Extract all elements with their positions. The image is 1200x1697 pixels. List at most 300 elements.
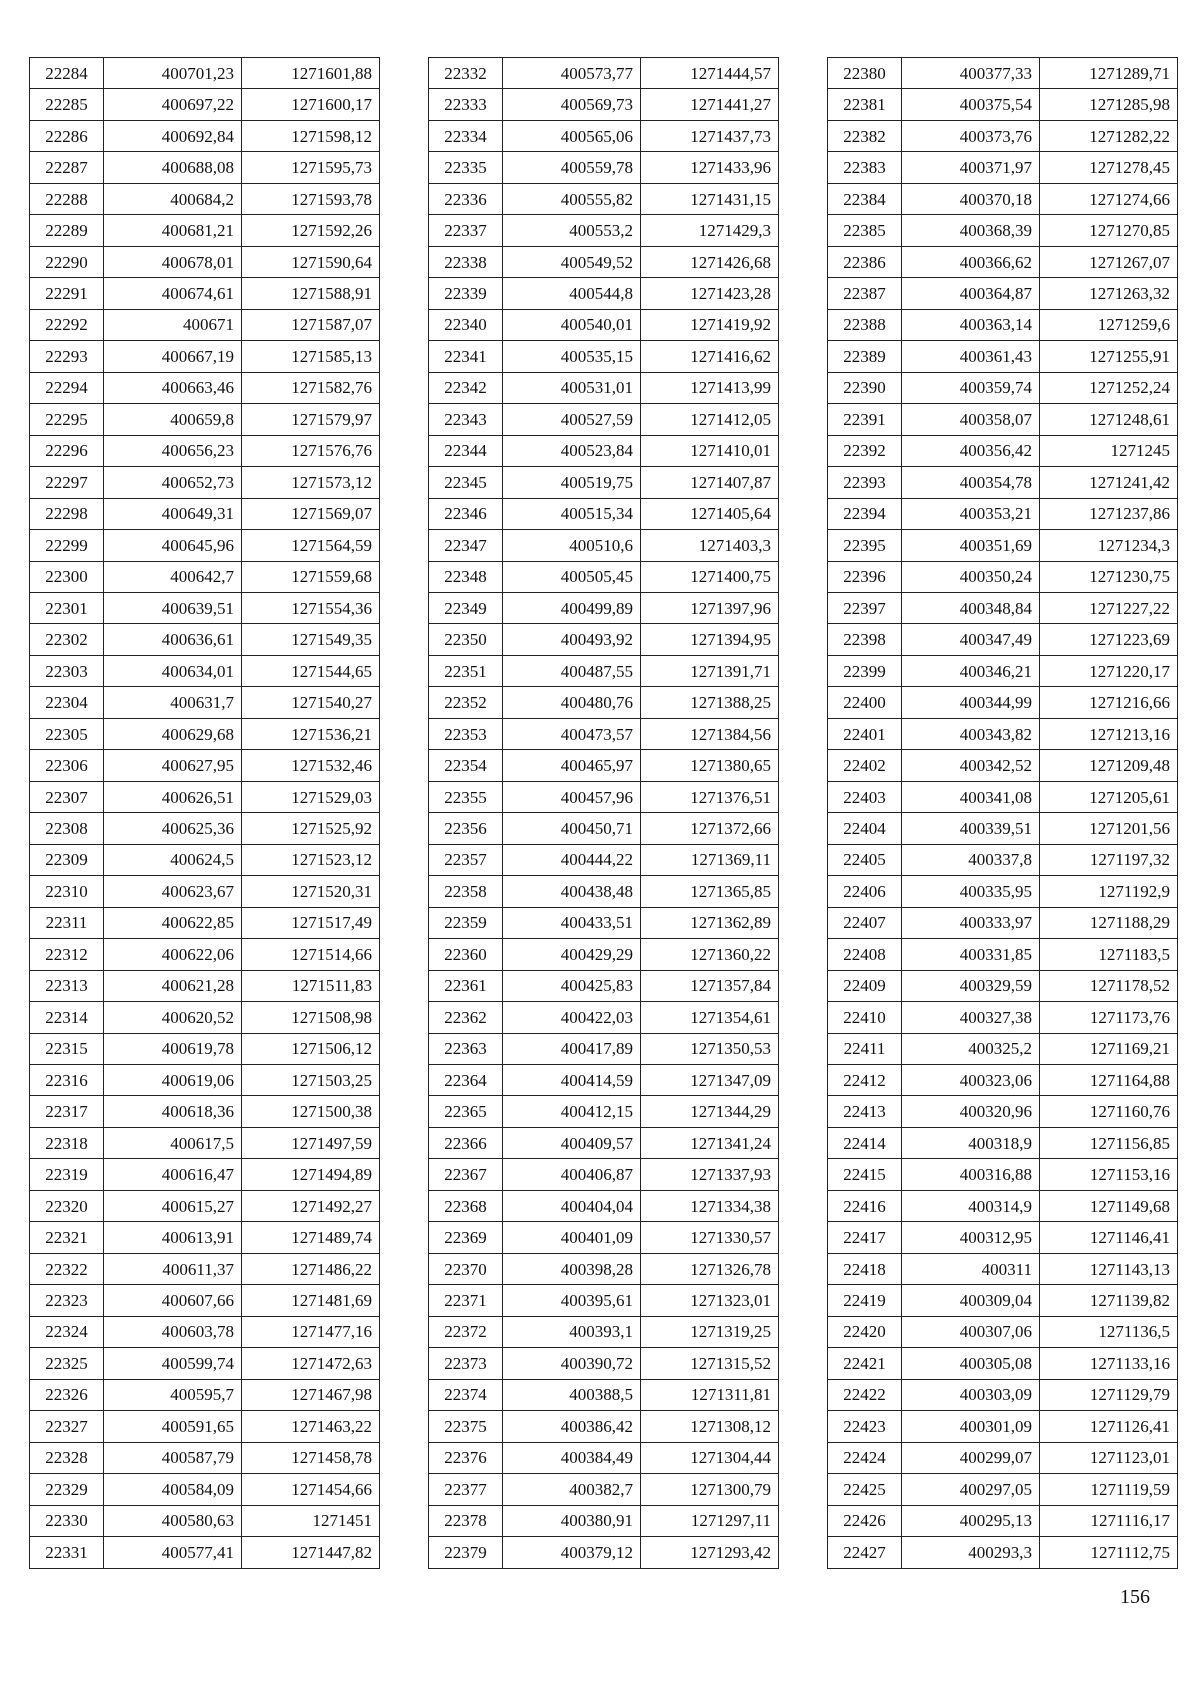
point-number-cell: 22326 (30, 1379, 104, 1410)
point-number-cell: 22349 (429, 592, 503, 623)
point-number-cell: 22427 (828, 1537, 902, 1568)
x-coordinate-cell: 400591,65 (104, 1411, 242, 1442)
x-coordinate-cell: 400450,71 (503, 813, 641, 844)
point-number-cell: 22299 (30, 530, 104, 561)
table-row (828, 1127, 1178, 1158)
y-coordinate-cell: 1271429,3 (641, 215, 779, 246)
point-number-cell: 22384 (828, 183, 902, 214)
point-number-cell: 22380 (828, 58, 902, 89)
point-number-cell: 22406 (828, 876, 902, 907)
y-coordinate-cell: 1271297,11 (641, 1505, 779, 1536)
y-coordinate-cell: 1271403,3 (641, 530, 779, 561)
point-number-cell: 22312 (30, 939, 104, 970)
point-number-cell: 22364 (429, 1065, 503, 1096)
point-number-cell: 22285 (30, 89, 104, 120)
y-coordinate-cell: 1271511,83 (242, 970, 380, 1001)
table-row (30, 309, 380, 340)
point-number-cell: 22343 (429, 404, 503, 435)
y-coordinate-cell: 1271234,3 (1040, 530, 1178, 561)
y-coordinate-cell: 1271481,69 (242, 1285, 380, 1316)
table-row (828, 1505, 1178, 1536)
table-row (429, 1442, 779, 1473)
point-number-cell: 22424 (828, 1442, 902, 1473)
point-number-cell: 22310 (30, 876, 104, 907)
x-coordinate-cell: 400595,7 (104, 1379, 242, 1410)
x-coordinate-cell: 400565,06 (503, 120, 641, 151)
x-coordinate-cell: 400314,9 (902, 1190, 1040, 1221)
table-row (30, 844, 380, 875)
point-number-cell: 22303 (30, 655, 104, 686)
x-coordinate-cell: 400293,3 (902, 1537, 1040, 1568)
table-row (828, 404, 1178, 435)
table-row (828, 1285, 1178, 1316)
coordinate-table-2 (428, 57, 779, 1569)
x-coordinate-cell: 400301,09 (902, 1411, 1040, 1442)
point-number-cell: 22307 (30, 781, 104, 812)
y-coordinate-cell: 1271153,16 (1040, 1159, 1178, 1190)
table-row (30, 1065, 380, 1096)
y-coordinate-cell: 1271293,42 (641, 1537, 779, 1568)
point-number-cell: 22332 (429, 58, 503, 89)
x-coordinate-cell: 400697,22 (104, 89, 242, 120)
x-coordinate-cell: 400305,08 (902, 1348, 1040, 1379)
x-coordinate-cell: 400584,09 (104, 1474, 242, 1505)
table-row (828, 278, 1178, 309)
x-coordinate-cell: 400645,96 (104, 530, 242, 561)
x-coordinate-cell: 400325,2 (902, 1033, 1040, 1064)
y-coordinate-cell: 1271116,17 (1040, 1505, 1178, 1536)
x-coordinate-cell: 400412,15 (503, 1096, 641, 1127)
point-number-cell: 22296 (30, 435, 104, 466)
table-row (828, 876, 1178, 907)
x-coordinate-cell: 400344,99 (902, 687, 1040, 718)
x-coordinate-cell: 400375,54 (902, 89, 1040, 120)
x-coordinate-cell: 400406,87 (503, 1159, 641, 1190)
x-coordinate-cell: 400549,52 (503, 246, 641, 277)
y-coordinate-cell: 1271112,75 (1040, 1537, 1178, 1568)
y-coordinate-cell: 1271311,81 (641, 1379, 779, 1410)
table-row (429, 1222, 779, 1253)
point-number-cell: 22306 (30, 750, 104, 781)
y-coordinate-cell: 1271183,5 (1040, 939, 1178, 970)
point-number-cell: 22416 (828, 1190, 902, 1221)
y-coordinate-cell: 1271319,25 (641, 1316, 779, 1347)
table-row (429, 876, 779, 907)
y-coordinate-cell: 1271123,01 (1040, 1442, 1178, 1473)
y-coordinate-cell: 1271376,51 (641, 781, 779, 812)
y-coordinate-cell: 1271590,64 (242, 246, 380, 277)
x-coordinate-cell: 400333,97 (902, 907, 1040, 938)
x-coordinate-cell: 400621,28 (104, 970, 242, 1001)
x-coordinate-cell: 400465,97 (503, 750, 641, 781)
y-coordinate-cell: 1271576,76 (242, 435, 380, 466)
point-number-cell: 22360 (429, 939, 503, 970)
point-number-cell: 22351 (429, 655, 503, 686)
x-coordinate-cell: 400438,48 (503, 876, 641, 907)
table-row (429, 58, 779, 89)
table-row (828, 58, 1178, 89)
table-row (30, 687, 380, 718)
y-coordinate-cell: 1271263,32 (1040, 278, 1178, 309)
table-row (429, 1316, 779, 1347)
y-coordinate-cell: 1271573,12 (242, 467, 380, 498)
point-number-cell: 22402 (828, 750, 902, 781)
x-coordinate-cell: 400505,45 (503, 561, 641, 592)
x-coordinate-cell: 400617,5 (104, 1127, 242, 1158)
point-number-cell: 22362 (429, 1002, 503, 1033)
y-coordinate-cell: 1271517,49 (242, 907, 380, 938)
point-number-cell: 22313 (30, 970, 104, 1001)
point-number-cell: 22375 (429, 1411, 503, 1442)
table-row (828, 813, 1178, 844)
y-coordinate-cell: 1271205,61 (1040, 781, 1178, 812)
point-number-cell: 22347 (429, 530, 503, 561)
y-coordinate-cell: 1271405,64 (641, 498, 779, 529)
x-coordinate-cell: 400311 (902, 1253, 1040, 1284)
table-row (30, 1033, 380, 1064)
x-coordinate-cell: 400331,85 (902, 939, 1040, 970)
x-coordinate-cell: 400515,34 (503, 498, 641, 529)
x-coordinate-cell: 400393,1 (503, 1316, 641, 1347)
x-coordinate-cell: 400510,6 (503, 530, 641, 561)
point-number-cell: 22290 (30, 246, 104, 277)
table-row (429, 687, 779, 718)
point-number-cell: 22325 (30, 1348, 104, 1379)
y-coordinate-cell: 1271334,38 (641, 1190, 779, 1221)
x-coordinate-cell: 400299,07 (902, 1442, 1040, 1473)
y-coordinate-cell: 1271344,29 (641, 1096, 779, 1127)
y-coordinate-cell: 1271315,52 (641, 1348, 779, 1379)
y-coordinate-cell: 1271164,88 (1040, 1065, 1178, 1096)
x-coordinate-cell: 400327,38 (902, 1002, 1040, 1033)
point-number-cell: 22407 (828, 907, 902, 938)
table-row (828, 435, 1178, 466)
y-coordinate-cell: 1271133,16 (1040, 1348, 1178, 1379)
y-coordinate-cell: 1271248,61 (1040, 404, 1178, 435)
y-coordinate-cell: 1271582,76 (242, 372, 380, 403)
point-number-cell: 22410 (828, 1002, 902, 1033)
point-number-cell: 22356 (429, 813, 503, 844)
y-coordinate-cell: 1271549,35 (242, 624, 380, 655)
x-coordinate-cell: 400457,96 (503, 781, 641, 812)
y-coordinate-cell: 1271394,95 (641, 624, 779, 655)
x-coordinate-cell: 400297,05 (902, 1474, 1040, 1505)
y-coordinate-cell: 1271423,28 (641, 278, 779, 309)
point-number-cell: 22348 (429, 561, 503, 592)
point-number-cell: 22298 (30, 498, 104, 529)
point-number-cell: 22323 (30, 1285, 104, 1316)
x-coordinate-cell: 400364,87 (902, 278, 1040, 309)
x-coordinate-cell: 400356,42 (902, 435, 1040, 466)
x-coordinate-cell: 400531,01 (503, 372, 641, 403)
x-coordinate-cell: 400663,46 (104, 372, 242, 403)
table-row (429, 152, 779, 183)
point-number-cell: 22335 (429, 152, 503, 183)
y-coordinate-cell: 1271347,09 (641, 1065, 779, 1096)
y-coordinate-cell: 1271278,45 (1040, 152, 1178, 183)
table-row (30, 341, 380, 372)
x-coordinate-cell: 400487,55 (503, 655, 641, 686)
x-coordinate-cell: 400303,09 (902, 1379, 1040, 1410)
point-number-cell: 22389 (828, 341, 902, 372)
point-number-cell: 22305 (30, 718, 104, 749)
y-coordinate-cell: 1271192,9 (1040, 876, 1178, 907)
table-row (30, 89, 380, 120)
y-coordinate-cell: 1271354,61 (641, 1002, 779, 1033)
table-row (30, 435, 380, 466)
table-row (828, 1316, 1178, 1347)
point-number-cell: 22342 (429, 372, 503, 403)
point-number-cell: 22382 (828, 120, 902, 151)
x-coordinate-cell: 400623,67 (104, 876, 242, 907)
x-coordinate-cell: 400354,78 (902, 467, 1040, 498)
point-number-cell: 22408 (828, 939, 902, 970)
table-row (429, 1159, 779, 1190)
point-number-cell: 22373 (429, 1348, 503, 1379)
y-coordinate-cell: 1271587,07 (242, 309, 380, 340)
y-coordinate-cell: 1271337,93 (641, 1159, 779, 1190)
point-number-cell: 22353 (429, 718, 503, 749)
x-coordinate-cell: 400350,24 (902, 561, 1040, 592)
x-coordinate-cell: 400619,78 (104, 1033, 242, 1064)
table-row (30, 1096, 380, 1127)
table-row (828, 1002, 1178, 1033)
point-number-cell: 22331 (30, 1537, 104, 1568)
point-number-cell: 22415 (828, 1159, 902, 1190)
y-coordinate-cell: 1271554,36 (242, 592, 380, 623)
point-number-cell: 22321 (30, 1222, 104, 1253)
y-coordinate-cell: 1271592,26 (242, 215, 380, 246)
point-number-cell: 22400 (828, 687, 902, 718)
table-row (429, 215, 779, 246)
table-row (828, 467, 1178, 498)
x-coordinate-cell: 400341,08 (902, 781, 1040, 812)
y-coordinate-cell: 1271467,98 (242, 1379, 380, 1410)
table-row (30, 152, 380, 183)
y-coordinate-cell: 1271350,53 (641, 1033, 779, 1064)
x-coordinate-cell: 400295,13 (902, 1505, 1040, 1536)
table-row (429, 1474, 779, 1505)
y-coordinate-cell: 1271595,73 (242, 152, 380, 183)
table-row (828, 687, 1178, 718)
table-row (429, 1411, 779, 1442)
x-coordinate-cell: 400667,19 (104, 341, 242, 372)
y-coordinate-cell: 1271330,57 (641, 1222, 779, 1253)
y-coordinate-cell: 1271500,38 (242, 1096, 380, 1127)
table-row (429, 1379, 779, 1410)
table-row (828, 718, 1178, 749)
y-coordinate-cell: 1271503,25 (242, 1065, 380, 1096)
x-coordinate-cell: 400342,52 (902, 750, 1040, 781)
x-coordinate-cell: 400659,8 (104, 404, 242, 435)
x-coordinate-cell: 400386,42 (503, 1411, 641, 1442)
point-number-cell: 22346 (429, 498, 503, 529)
x-coordinate-cell: 400433,51 (503, 907, 641, 938)
table-row (828, 215, 1178, 246)
table-row (30, 530, 380, 561)
y-coordinate-cell: 1271600,17 (242, 89, 380, 120)
x-coordinate-cell: 400652,73 (104, 467, 242, 498)
x-coordinate-cell: 400619,06 (104, 1065, 242, 1096)
table-row (30, 1127, 380, 1158)
table-row (828, 1253, 1178, 1284)
table-row (30, 1505, 380, 1536)
table-row (828, 152, 1178, 183)
table-row (429, 404, 779, 435)
table-row (429, 781, 779, 812)
y-coordinate-cell: 1271458,78 (242, 1442, 380, 1473)
x-coordinate-cell: 400363,14 (902, 309, 1040, 340)
x-coordinate-cell: 400611,37 (104, 1253, 242, 1284)
y-coordinate-cell: 1271444,57 (641, 58, 779, 89)
point-number-cell: 22352 (429, 687, 503, 718)
point-number-cell: 22337 (429, 215, 503, 246)
table-row (828, 530, 1178, 561)
point-number-cell: 22304 (30, 687, 104, 718)
table-row (30, 561, 380, 592)
x-coordinate-cell: 400613,91 (104, 1222, 242, 1253)
coordinate-table-1 (29, 57, 380, 1569)
table-row (30, 1474, 380, 1505)
table-row (30, 970, 380, 1001)
table-row (429, 844, 779, 875)
y-coordinate-cell: 1271285,98 (1040, 89, 1178, 120)
x-coordinate-cell: 400544,8 (503, 278, 641, 309)
y-coordinate-cell: 1271201,56 (1040, 813, 1178, 844)
x-coordinate-cell: 400620,52 (104, 1002, 242, 1033)
table-row (429, 970, 779, 1001)
x-coordinate-cell: 400681,21 (104, 215, 242, 246)
x-coordinate-cell: 400329,59 (902, 970, 1040, 1001)
x-coordinate-cell: 400373,76 (902, 120, 1040, 151)
point-number-cell: 22393 (828, 467, 902, 498)
table-row (30, 1285, 380, 1316)
point-number-cell: 22388 (828, 309, 902, 340)
table-row (828, 844, 1178, 875)
x-coordinate-cell: 400346,21 (902, 655, 1040, 686)
table-row (828, 1033, 1178, 1064)
y-coordinate-cell: 1271492,27 (242, 1190, 380, 1221)
x-coordinate-cell: 400607,66 (104, 1285, 242, 1316)
table-row (828, 1411, 1178, 1442)
point-number-cell: 22350 (429, 624, 503, 655)
y-coordinate-cell: 1271216,66 (1040, 687, 1178, 718)
table-row (30, 750, 380, 781)
table-row (828, 1190, 1178, 1221)
y-coordinate-cell: 1271451 (242, 1505, 380, 1536)
point-number-cell: 22390 (828, 372, 902, 403)
x-coordinate-cell: 400307,06 (902, 1316, 1040, 1347)
x-coordinate-cell: 400499,89 (503, 592, 641, 623)
table-row (429, 592, 779, 623)
x-coordinate-cell: 400480,76 (503, 687, 641, 718)
y-coordinate-cell: 1271544,65 (242, 655, 380, 686)
point-number-cell: 22292 (30, 309, 104, 340)
y-coordinate-cell: 1271230,75 (1040, 561, 1178, 592)
y-coordinate-cell: 1271514,66 (242, 939, 380, 970)
x-coordinate-cell: 400671 (104, 309, 242, 340)
point-number-cell: 22421 (828, 1348, 902, 1379)
table-row (30, 718, 380, 749)
point-number-cell: 22333 (429, 89, 503, 120)
x-coordinate-cell: 400425,83 (503, 970, 641, 1001)
table-row (30, 1411, 380, 1442)
table-row (429, 1253, 779, 1284)
y-coordinate-cell: 1271220,17 (1040, 655, 1178, 686)
y-coordinate-cell: 1271426,68 (641, 246, 779, 277)
point-number-cell: 22341 (429, 341, 503, 372)
x-coordinate-cell: 400388,5 (503, 1379, 641, 1410)
point-number-cell: 22358 (429, 876, 503, 907)
point-number-cell: 22357 (429, 844, 503, 875)
x-coordinate-cell: 400629,68 (104, 718, 242, 749)
point-number-cell: 22286 (30, 120, 104, 151)
table-row (429, 561, 779, 592)
x-coordinate-cell: 400382,7 (503, 1474, 641, 1505)
point-number-cell: 22395 (828, 530, 902, 561)
x-coordinate-cell: 400553,2 (503, 215, 641, 246)
point-number-cell: 22394 (828, 498, 902, 529)
x-coordinate-cell: 400370,18 (902, 183, 1040, 214)
x-coordinate-cell: 400622,85 (104, 907, 242, 938)
y-coordinate-cell: 1271259,6 (1040, 309, 1178, 340)
point-number-cell: 22300 (30, 561, 104, 592)
y-coordinate-cell: 1271532,46 (242, 750, 380, 781)
table-row (828, 592, 1178, 623)
y-coordinate-cell: 1271323,01 (641, 1285, 779, 1316)
point-number-cell: 22409 (828, 970, 902, 1001)
table-row (30, 939, 380, 970)
y-coordinate-cell: 1271497,59 (242, 1127, 380, 1158)
y-coordinate-cell: 1271380,65 (641, 750, 779, 781)
y-coordinate-cell: 1271274,66 (1040, 183, 1178, 214)
y-coordinate-cell: 1271593,78 (242, 183, 380, 214)
point-number-cell: 22386 (828, 246, 902, 277)
table-row (429, 309, 779, 340)
table-row (828, 655, 1178, 686)
x-coordinate-cell: 400339,51 (902, 813, 1040, 844)
point-number-cell: 22422 (828, 1379, 902, 1410)
y-coordinate-cell: 1271149,68 (1040, 1190, 1178, 1221)
table-row (30, 1159, 380, 1190)
y-coordinate-cell: 1271598,12 (242, 120, 380, 151)
point-number-cell: 22334 (429, 120, 503, 151)
x-coordinate-cell: 400569,73 (503, 89, 641, 120)
y-coordinate-cell: 1271520,31 (242, 876, 380, 907)
point-number-cell: 22368 (429, 1190, 503, 1221)
point-number-cell: 22295 (30, 404, 104, 435)
x-coordinate-cell: 400674,61 (104, 278, 242, 309)
table-row (429, 467, 779, 498)
x-coordinate-cell: 400358,07 (902, 404, 1040, 435)
point-number-cell: 22316 (30, 1065, 104, 1096)
table-row (30, 876, 380, 907)
y-coordinate-cell: 1271169,21 (1040, 1033, 1178, 1064)
table-row (828, 89, 1178, 120)
y-coordinate-cell: 1271223,69 (1040, 624, 1178, 655)
x-coordinate-cell: 400347,49 (902, 624, 1040, 655)
table-row (30, 498, 380, 529)
table-row (828, 624, 1178, 655)
table-row (429, 183, 779, 214)
y-coordinate-cell: 1271365,85 (641, 876, 779, 907)
x-coordinate-cell: 400618,36 (104, 1096, 242, 1127)
x-coordinate-cell: 400656,23 (104, 435, 242, 466)
point-number-cell: 22377 (429, 1474, 503, 1505)
point-number-cell: 22344 (429, 435, 503, 466)
x-coordinate-cell: 400692,84 (104, 120, 242, 151)
point-number-cell: 22385 (828, 215, 902, 246)
